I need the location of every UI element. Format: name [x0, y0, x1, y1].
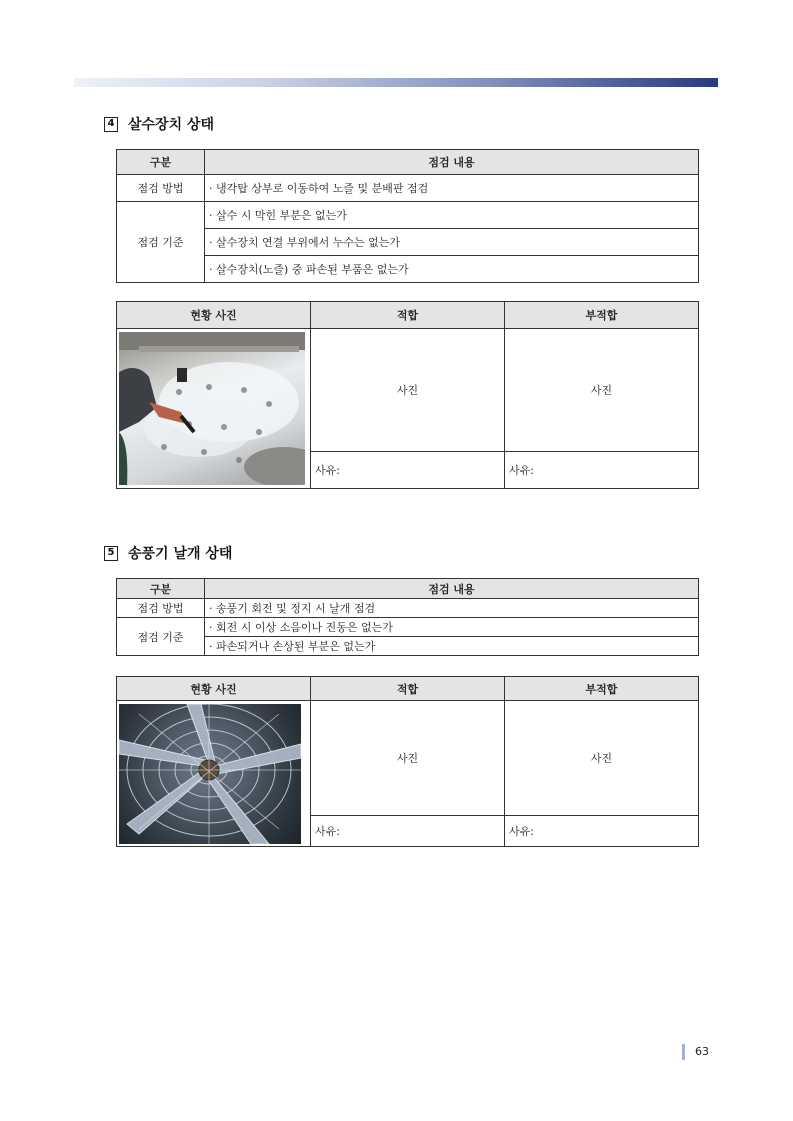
header-decorative-bar: [74, 78, 718, 87]
criteria-label: 점검 기준: [117, 618, 205, 656]
fail-reason-field[interactable]: 사유:: [505, 816, 699, 847]
section-5-title: 송풍기 날개 상태: [128, 546, 233, 562]
sprinkler-photo-drawing: [119, 332, 305, 485]
photo-header-fail: 부적합: [505, 302, 699, 329]
section-4-number: 4: [104, 117, 118, 132]
fail-photo-placeholder: 사진: [505, 701, 699, 816]
section-5-heading: [104, 543, 232, 563]
section-5-info-table: [116, 578, 699, 656]
pass-reason-field[interactable]: 사유:: [311, 816, 505, 847]
criteria-item: · 살수장치 연결 부위에서 누수는 없는가: [205, 229, 699, 256]
sprinkler-photo: [119, 332, 305, 485]
fan-photo: [119, 704, 301, 844]
current-photo-cell: [117, 701, 311, 847]
method-label: 점검 방법: [117, 175, 205, 202]
photo-header-fail: 부적합: [505, 677, 699, 701]
pass-reason-field[interactable]: 사유:: [311, 452, 505, 489]
fail-photo-placeholder: 사진: [505, 329, 699, 452]
pass-photo-placeholder: 사진: [311, 329, 505, 452]
info-header-category: 구분: [117, 579, 205, 599]
criteria-label: 점검 기준: [117, 202, 205, 283]
section-4-heading: [104, 114, 214, 134]
section-4-title: 살수장치 상태: [128, 117, 215, 133]
criteria-item: · 회전 시 이상 소음이나 진동은 없는가: [205, 618, 699, 637]
section-4-photo-table: [116, 301, 699, 489]
criteria-item: · 살수장치(노즐) 중 파손된 부품은 없는가: [205, 256, 699, 283]
method-text: · 송풍기 회전 및 정지 시 날개 점검: [205, 599, 699, 618]
photo-header-current: 현황 사진: [117, 302, 311, 329]
current-photo-cell: [117, 329, 311, 489]
info-header-category: 구분: [117, 150, 205, 175]
method-text: · 냉각탑 상부로 이동하여 노즐 및 분배판 점검: [205, 175, 699, 202]
photo-header-pass: 적합: [311, 677, 505, 701]
page-number: 63: [682, 1044, 709, 1060]
photo-header-pass: 적합: [311, 302, 505, 329]
criteria-item: · 살수 시 막힌 부분은 없는가: [205, 202, 699, 229]
method-label: 점검 방법: [117, 599, 205, 618]
fail-reason-field[interactable]: 사유:: [505, 452, 699, 489]
section-5-number: 5: [104, 546, 118, 561]
pass-photo-placeholder: 사진: [311, 701, 505, 816]
photo-header-current: 현황 사진: [117, 677, 311, 701]
section-4-info-table: [116, 149, 699, 283]
fan-photo-drawing: [119, 704, 301, 844]
section-5-photo-table: [116, 676, 699, 847]
criteria-item: · 파손되거나 손상된 부분은 없는가: [205, 637, 699, 656]
info-header-content: 점검 내용: [205, 579, 699, 599]
info-header-content: 점검 내용: [205, 150, 699, 175]
